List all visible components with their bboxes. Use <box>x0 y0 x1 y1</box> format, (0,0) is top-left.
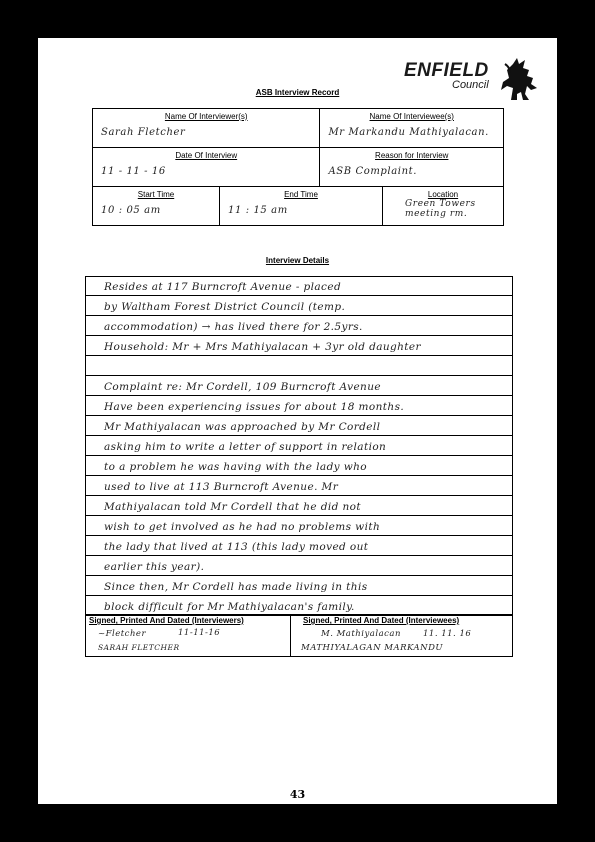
interviewee-value: Mr Markandu Mathiyalacan. <box>328 127 489 138</box>
interviewer-printed-name: SARAH FLETCHER <box>98 643 180 652</box>
detail-line: used to live at 113 Burncroft Avenue. Mr <box>86 477 512 496</box>
end-value: 11 : 15 am <box>228 205 288 216</box>
detail-line: block difficult for Mr Mathiyalacan's family. <box>104 601 355 613</box>
header-table <box>92 108 504 226</box>
interviewer-signature: ~Fletcher <box>98 629 147 639</box>
document-page <box>38 38 557 804</box>
start-label: Start Time <box>137 190 175 199</box>
detail-line: Resides at 117 Burncroft Avenue - placed <box>86 277 512 296</box>
detail-line: Complaint re: Mr Cordell, 109 Burncroft Avenue <box>86 377 512 396</box>
location-label: Location <box>427 190 459 199</box>
date-cell <box>93 148 320 187</box>
logo-sub: Council <box>452 79 489 91</box>
detail-line <box>86 357 512 376</box>
detail-line: Mr Mathiyalacan was approached by Mr Cordell <box>86 417 512 436</box>
interviewer-label: Name Of Interviewer(s) <box>164 112 248 121</box>
date-value: 11 - 11 - 16 <box>101 166 166 177</box>
interviewer-signature-cell <box>86 615 291 656</box>
detail-line: Have been experiencing issues for about 18 months. <box>86 397 512 416</box>
detail-line: wish to get involved as he had no problems with <box>86 517 512 536</box>
detail-line: to a problem he was having with the lady who <box>86 457 512 476</box>
reason-value: ASB Complaint. <box>328 166 418 177</box>
page-number: 43 <box>289 788 306 801</box>
record-title: ASB Interview Record <box>255 88 340 97</box>
detail-line: Mathiyalacan told Mr Cordell that he did not <box>86 497 512 516</box>
start-cell <box>93 187 220 226</box>
interviewee-signature: M. Mathiyalacan <box>321 629 401 639</box>
reason-label: Reason for Interview <box>375 151 449 160</box>
reason-cell <box>320 148 504 187</box>
interviewer-value: Sarah Fletcher <box>101 127 186 138</box>
detail-line: accommodation) → has lived there for 2.5yrs. <box>86 317 512 336</box>
logo-word: ENFIELD <box>404 60 489 81</box>
interviewer-sign-date: 11-11-16 <box>178 628 221 638</box>
detail-line: Since then, Mr Cordell has made living in this <box>86 577 512 596</box>
interviewer-cell <box>93 109 320 148</box>
detail-line: earlier this year). <box>86 557 512 576</box>
interviewee-label: Name Of Interviewee(s) <box>369 112 454 121</box>
location-cell <box>383 187 504 226</box>
interviewee-sign-date: 11. 11. 16 <box>423 629 472 639</box>
end-cell <box>220 187 383 226</box>
interview-details-title: Interview Details <box>265 256 330 265</box>
detail-line: the lady that lived at 113 (this lady moved out <box>86 537 512 556</box>
location-line2: meeting rm. <box>405 209 468 219</box>
interviewee-signature-cell <box>291 615 512 656</box>
interviewer-signature-heading: Signed, Printed And Dated (Interviewers) <box>89 616 244 625</box>
interviewee-cell <box>320 109 504 148</box>
detail-line: by Waltham Forest District Council (temp. <box>86 297 512 316</box>
signature-box <box>85 614 513 657</box>
start-value: 10 : 05 am <box>101 205 161 216</box>
end-label: End Time <box>284 190 318 199</box>
location-line1: Green Towers <box>405 199 476 209</box>
interviewee-signature-heading: Signed, Printed And Dated (Interviewees) <box>303 616 460 625</box>
detail-line: asking him to write a letter of support in relation <box>86 437 512 456</box>
interview-details-box <box>85 276 513 616</box>
interviewee-printed-name: MATHIYALAGAN MARKANDU <box>301 643 444 653</box>
date-label: Date Of Interview <box>175 151 238 160</box>
detail-line: Household: Mr + Mrs Mathiyalacan + 3yr old daughter <box>86 337 512 356</box>
